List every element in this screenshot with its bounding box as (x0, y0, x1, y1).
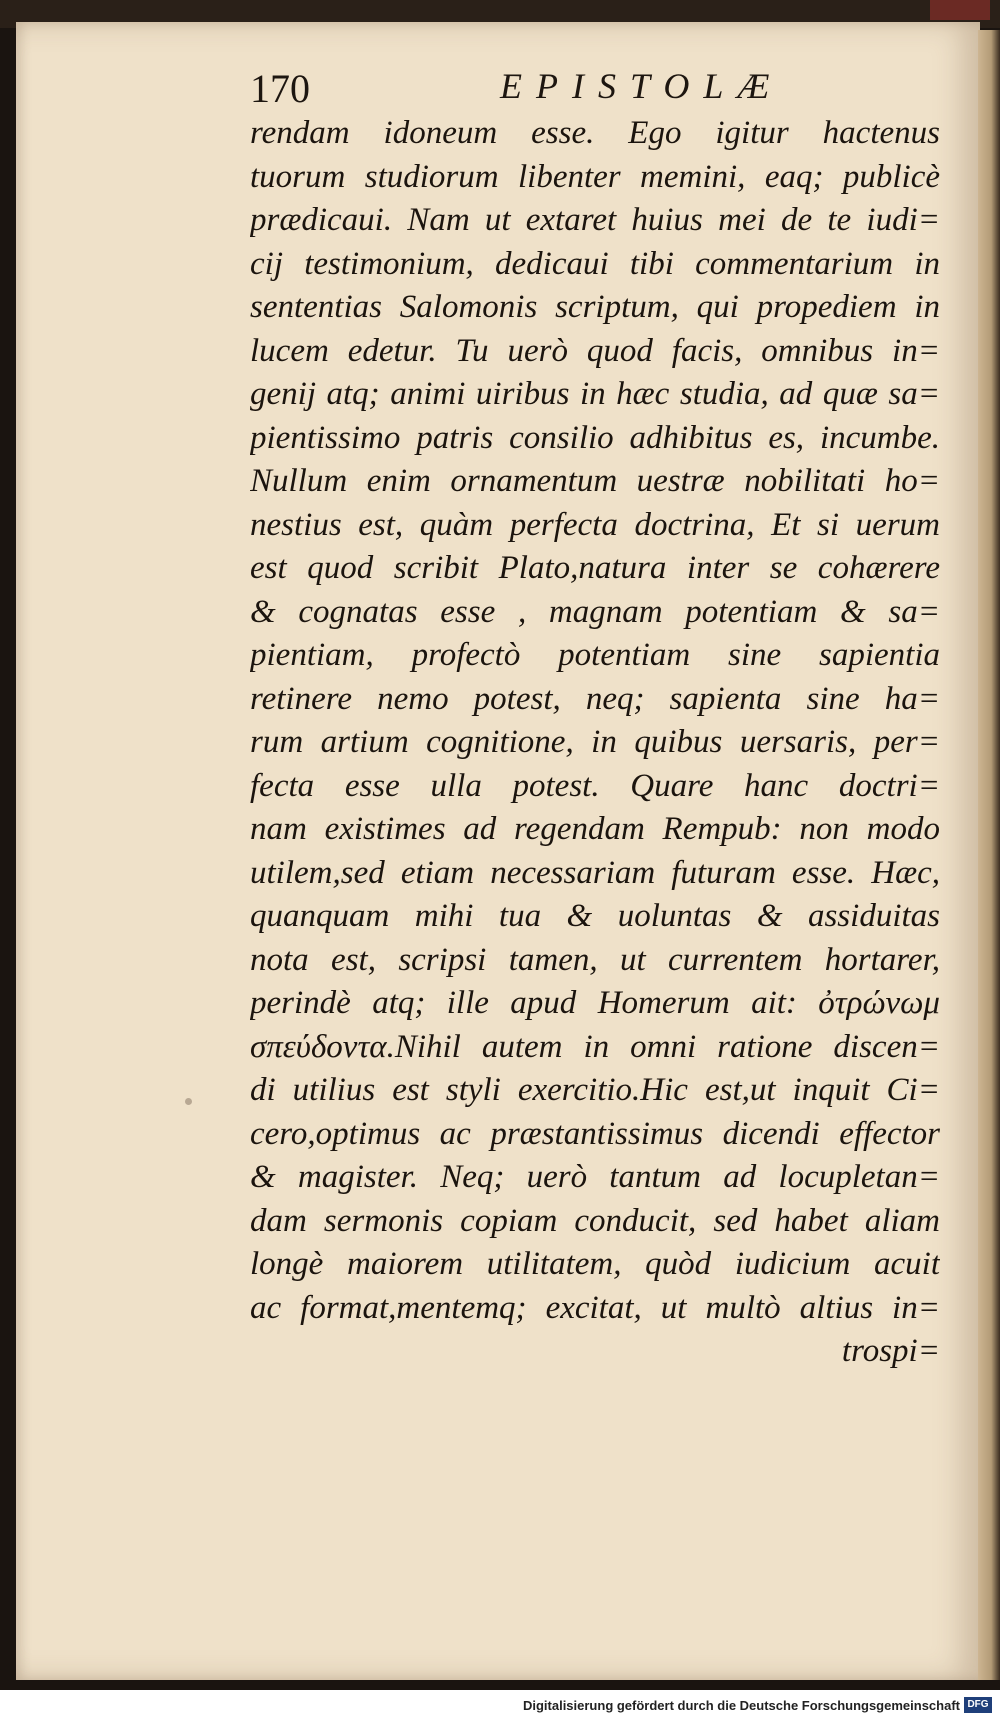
text-line: genij atq; animi uiribus in hæc studia, ad quæ sa= (250, 376, 940, 412)
text-line: ac format,mentemq; excitat, ut multò altius in= (250, 1289, 940, 1326)
text-line: prædicaui. Nam ut extaret huius mei de te iudi= (250, 202, 940, 238)
text-line: nam existimes ad regendam Rempub: non modo (250, 811, 940, 847)
text-line: di utilius est styli exercitio.Hic est,ut inquit Ci= (250, 1072, 940, 1108)
page-edge (978, 30, 1000, 1680)
footer-credit: Digitalisierung gefördert durch die Deutsche Forschungsgemeinschaft (522, 1698, 960, 1713)
text-line: rum artium cognitione, in quibus uersaris, per= (250, 724, 940, 760)
text-line: nota est, scripsi tamen, ut currentem hortarer, (250, 941, 940, 978)
running-head: EPISTOLÆ (500, 66, 784, 106)
text-line: σπεύδοντα.Nihil autem in omni ratione discen= (250, 1028, 940, 1065)
text-line: cij testimonium, dedicaui tibi commentarium in (250, 245, 940, 282)
text-line: & cognatas esse , magnam potentiam & sa= (250, 593, 940, 630)
footer-bar (0, 1690, 1000, 1721)
text-line: retinere nemo potest, neq; sapienta sine ha= (250, 680, 940, 717)
text-line: & magister. Neq; uerò tantum ad locupletan= (250, 1159, 940, 1195)
text-line: Nullum enim ornamentum uestræ nobilitati ho= (250, 463, 940, 499)
text-line: perindè atq; ille apud Homerum ait: ὀτρώνωμ (250, 985, 940, 1021)
dfg-logo: DFG (964, 1697, 992, 1713)
top-tab (930, 0, 990, 20)
text-line: pientissimo patris consilio adhibitus es, incumbe. (250, 419, 940, 456)
text-line: nestius est, quàm perfecta doctrina, Et si uerum (250, 506, 940, 543)
text-line: tuorum studiorum libenter memini, eaq; publicè (250, 158, 940, 195)
catchword: trospi= (841, 1333, 940, 1369)
text-line: cero,optimus ac præstantissimus dicendi effector (250, 1115, 940, 1152)
text-line: lucem edetur. Tu uerò quod facis, omnibus in= (250, 332, 940, 369)
body-text (250, 112, 940, 1374)
text-line: pientiam, profectò potentiam sine sapientia (250, 637, 940, 673)
page-header (250, 65, 950, 115)
text-line: est quod scribit Plato,natura inter se cohærere (250, 550, 940, 586)
page-number: 170 (250, 66, 310, 111)
text-line: sententias Salomonis scriptum, qui propediem in (250, 289, 940, 325)
paper-speck (185, 1098, 192, 1105)
text-line: fecta esse ulla potest. Quare hanc doctri= (250, 767, 940, 804)
text-line: dam sermonis copiam conducit, sed habet aliam (250, 1202, 940, 1239)
text-line: longè maiorem utilitatem, quòd iudicium acuit (250, 1246, 940, 1282)
text-line: quanquam mihi tua & uoluntas & assiduitas (250, 898, 940, 934)
text-line: rendam idoneum esse. Ego igitur hactenus (250, 115, 940, 151)
text-line: utilem,sed etiam necessariam futuram esse. Hæc, (250, 854, 940, 891)
